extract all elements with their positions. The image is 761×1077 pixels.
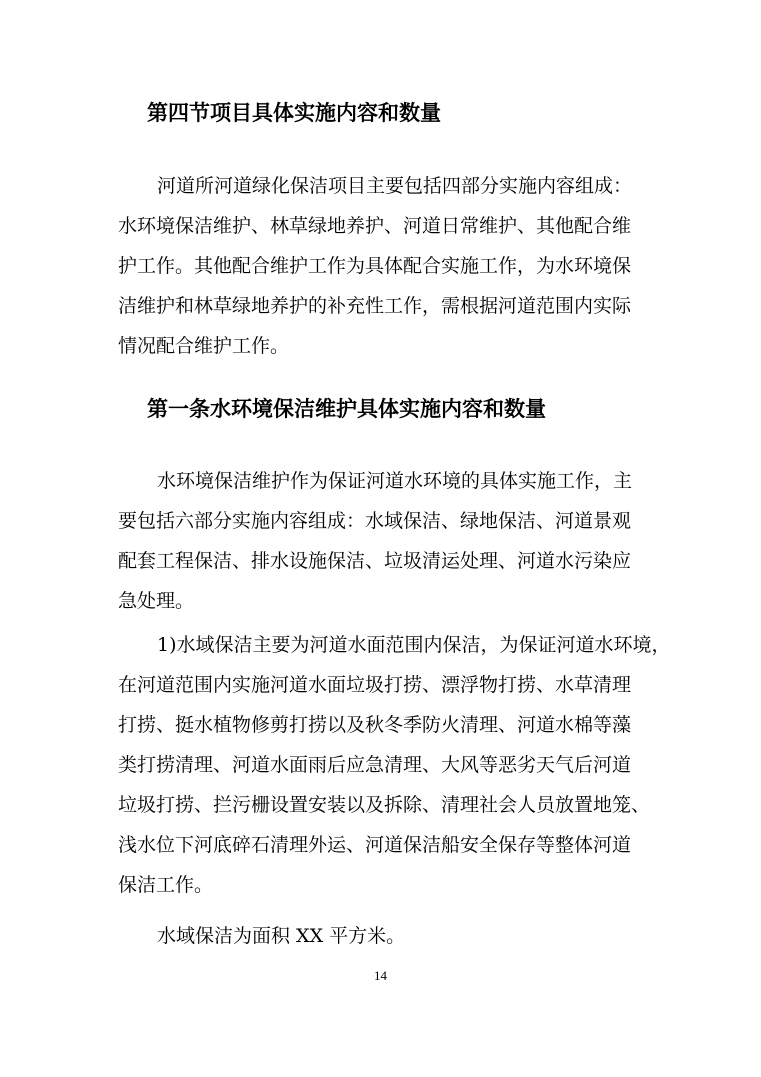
paragraph-line: 情况配合维护工作。 bbox=[118, 335, 290, 357]
paragraph-line: 要包括六部分实施内容组成：水域保洁、绿地保洁、河道景观 bbox=[118, 510, 632, 532]
paragraph-line: 保洁工作。 bbox=[118, 874, 214, 896]
intro-paragraph bbox=[118, 166, 632, 366]
paragraph-line: 水环境保洁维护、林草绿地养护、河道日常维护、其他配合维 bbox=[118, 215, 632, 237]
paragraph-line: 洁维护和林草绿地养护的补充性工作，需根据河道范围内实际 bbox=[118, 295, 632, 317]
paragraph-line: 护工作。其他配合维护工作为具体配合实施工作，为水环境保 bbox=[118, 255, 632, 277]
paragraph-line: 配套工程保洁、排水设施保洁、垃圾清运处理、河道水污染应 bbox=[118, 550, 632, 572]
paragraph-line: 急处理。 bbox=[118, 590, 195, 612]
paragraph-line: 水环境保洁维护作为保证河道水环境的具体实施工作，主 bbox=[157, 470, 633, 492]
paragraph-line: 在河道范围内实施河道水面垃圾打捞、漂浮物打捞、水草清理 bbox=[118, 674, 632, 696]
article-paragraph bbox=[118, 461, 632, 621]
paragraph-line: 浅水位下河底碎石清理外运、河道保洁船安全保存等整体河道 bbox=[118, 834, 632, 856]
paragraph-line: 打捞、挺水植物修剪打捞以及秋冬季防火清理、河道水棉等藻 bbox=[118, 714, 632, 736]
item-1-paragraph bbox=[118, 625, 671, 905]
paragraph-line: 垃圾打捞、拦污栅设置安装以及拆除、清理社会人员放置地笼、 bbox=[118, 794, 651, 816]
paragraph-line: 1)水域保洁主要为河道水面范围内保洁，为保证河道水环境， bbox=[157, 634, 671, 656]
area-statement: 水域保洁为面积 XX 平方米。 bbox=[157, 925, 406, 947]
page-number: 14 bbox=[374, 968, 387, 983]
paragraph-line: 河道所河道绿化保洁项目主要包括四部分实施内容组成： bbox=[157, 175, 633, 197]
section-heading: 第四节项目具体实施内容和数量 bbox=[147, 100, 441, 125]
paragraph-line: 类打捞清理、河道水面雨后应急清理、大风等恶劣天气后河道 bbox=[118, 754, 632, 776]
area-statement-paragraph bbox=[118, 916, 405, 956]
article-heading: 第一条水环境保洁维护具体实施内容和数量 bbox=[147, 396, 546, 421]
